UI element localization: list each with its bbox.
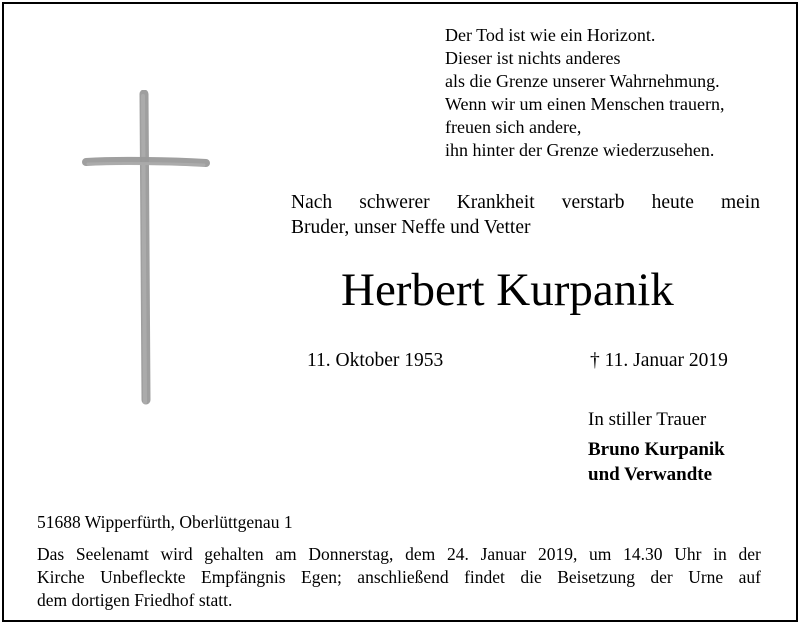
service-word: Unbefleckte [100, 567, 186, 587]
service-word: wird [160, 544, 193, 564]
service-word: Seelenamt [75, 544, 149, 564]
service-word: Egen; [301, 567, 342, 587]
obituary-notice [2, 2, 798, 622]
mourners-heading: In stiller Trauer [588, 409, 707, 430]
service-word: anschließend [357, 567, 449, 587]
mourners-block [588, 406, 725, 487]
address: 51688 Wipperfürth, Oberlüttgenau 1 [37, 512, 293, 532]
poem-line: als die Grenze unserer Wahrnehmung. [445, 71, 720, 91]
service-word: Empfängnis [201, 567, 286, 587]
service-word: in [713, 544, 727, 564]
service-info [37, 543, 761, 612]
service-word: der [650, 567, 673, 587]
service-word: findet [464, 567, 505, 587]
intro-word: Nach [291, 192, 333, 213]
death-date: † 11. Januar 2019 [590, 350, 728, 371]
service-word: Beisetzung [557, 567, 635, 587]
service-word: um [589, 544, 612, 564]
service-line: dem dortigen Friedhof statt. [37, 590, 233, 610]
service-word: 14.30 [623, 544, 663, 564]
service-word: der [738, 544, 761, 564]
service-word: Januar [480, 544, 527, 564]
service-line [37, 543, 761, 566]
deceased-name: Herbert Kurpanik [341, 264, 674, 316]
service-word: Urne [688, 567, 724, 587]
intro-line: Bruder, unser Neffe und Vetter [291, 217, 531, 238]
poem-line: Der Tod ist wie ein Horizont. [445, 25, 656, 45]
mourners-names [588, 437, 725, 487]
cross-icon [82, 90, 212, 410]
mourner-name: und Verwandte [588, 464, 713, 485]
intro-text [291, 190, 760, 240]
intro-line [291, 190, 760, 215]
mourner-name: Bruno Kurpanik [588, 439, 725, 460]
service-line [37, 566, 761, 589]
service-word: auf [738, 567, 761, 587]
birth-date: 11. Oktober 1953 [307, 350, 444, 371]
service-word: Das [37, 544, 65, 564]
poem-line: Dieser ist nichts anderes [445, 48, 621, 68]
poem-line: freuen sich andere, [445, 117, 582, 137]
poem-line: ihn hinter der Grenze wiederzusehen. [445, 140, 715, 160]
service-word: Donnerstag, [308, 544, 394, 564]
service-word: die [520, 567, 542, 587]
poem [445, 24, 724, 162]
service-word: Kirche [37, 567, 85, 587]
intro-word: schwerer [359, 192, 430, 213]
intro-word: verstarb [561, 192, 625, 213]
service-word: dem [405, 544, 436, 564]
service-word: 24. [446, 544, 469, 564]
intro-word: heute [651, 192, 694, 213]
service-word: am [275, 544, 297, 564]
intro-word: mein [720, 192, 760, 213]
service-word: Uhr [674, 544, 702, 564]
intro-word: Krankheit [456, 192, 535, 213]
service-word: gehalten [204, 544, 264, 564]
poem-line: Wenn wir um einen Menschen trauern, [445, 94, 725, 114]
service-word: 2019, [537, 544, 578, 564]
